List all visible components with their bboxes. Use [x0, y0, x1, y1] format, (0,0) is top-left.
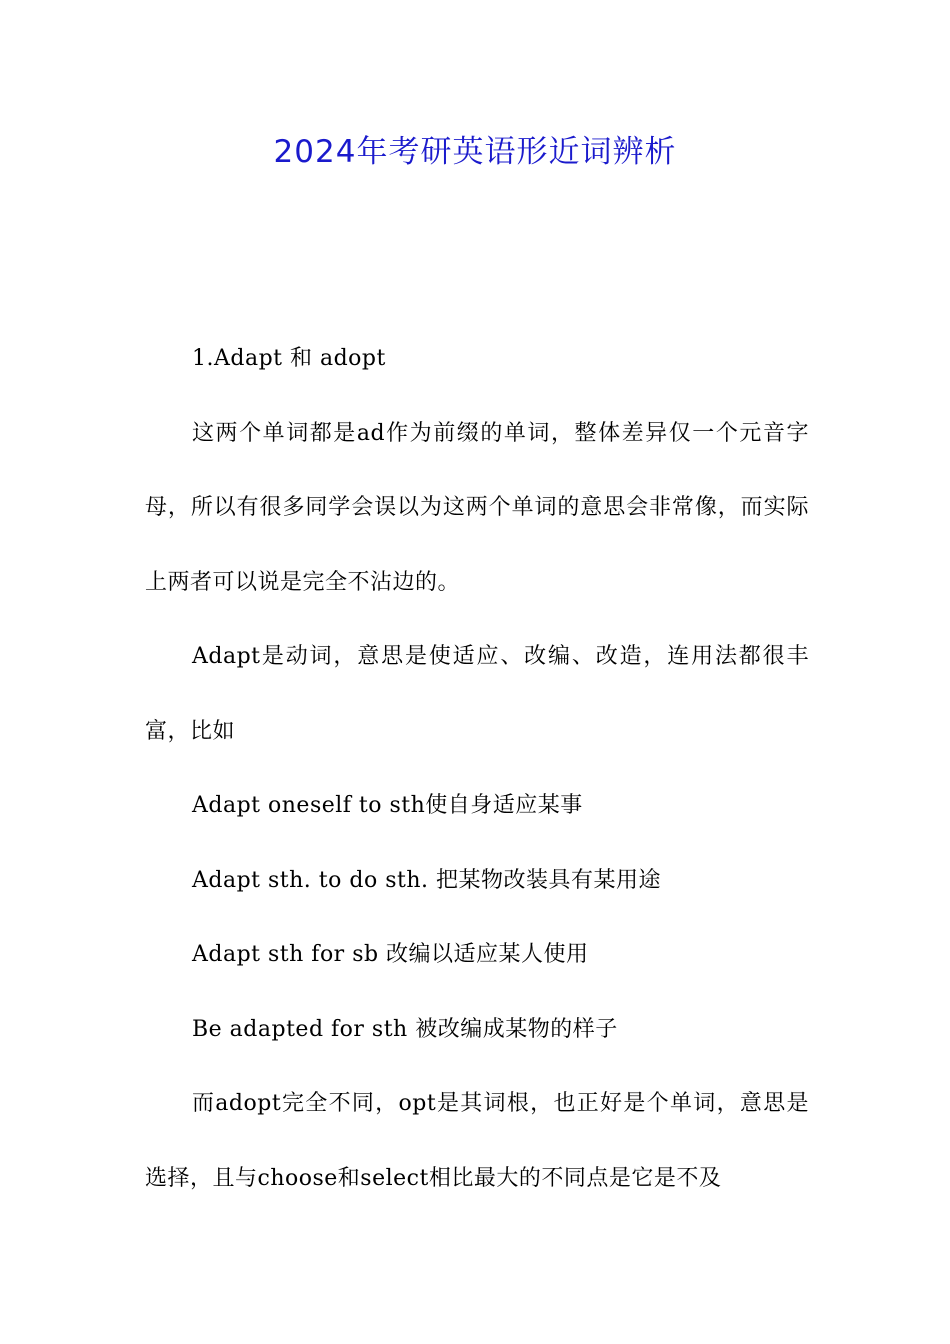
paragraph-adapt-definition: Adapt是动词，意思是使适应、改编、改造，连用法都很丰富，比如 — [145, 644, 809, 744]
example-line-3: Adapt sth for sb 改编以适应某人使用 — [192, 942, 589, 967]
paragraph-adopt-definition: 而adopt完全不同，opt是其词根，也正好是个单词，意思是选择，且与choose和select相比最大的不同点是它是不及 — [145, 1091, 809, 1191]
paragraph-intro: 这两个单词都是ad作为前缀的单词，整体差异仅一个元音字母，所以有很多同学会误以为这两个单词的意思会非常像，而实际上两者可以说是完全不沾边的。 — [145, 420, 809, 595]
section-heading: 1.Adapt 和 adopt — [192, 346, 386, 371]
example-line-2: Adapt sth. to do sth. 把某物改装具有某用途 — [192, 867, 661, 893]
document-title: 2024年考研英语形近词辨析 — [273, 134, 677, 170]
document-body — [145, 322, 809, 1216]
example-line-4: Be adapted for sth 被改编成某物的样子 — [192, 1016, 618, 1042]
example-line-1: Adapt oneself to sth使自身适应某事 — [192, 793, 583, 818]
